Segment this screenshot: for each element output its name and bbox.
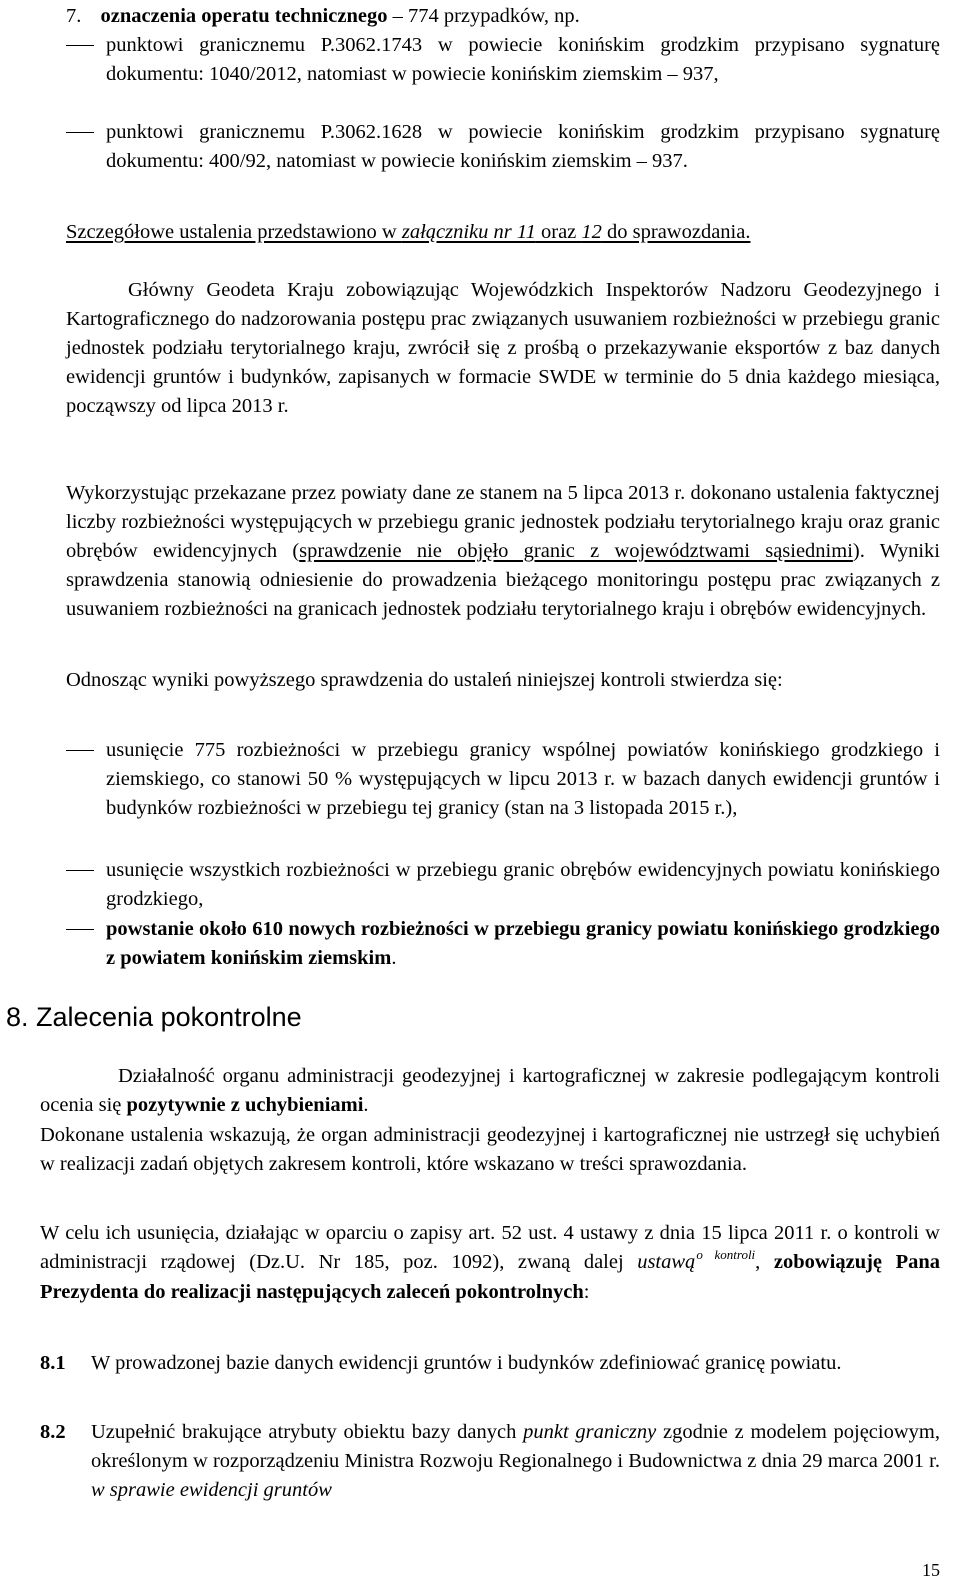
paragraph-2-part2: ). Wyniki sprawdzenia stanowią odniesienie do prowadzenia bieżącego monitoringu postępu prac związanych z usuwaniem rozbieżności na granicach jednostek podziału terytorialnego kraju i obrębów ewidencyjnych. bbox=[66, 540, 940, 620]
findings-paragraph-text: Dokonane ustalenia wskazują, że organ administracji geodezyjnej i kartograficznej nie ustrzegł się uchybień w realizacji zadań objętych zakresem kontroli, które wskazano w treści sprawozdania. bbox=[40, 1124, 940, 1175]
assessment-paragraph bbox=[40, 1062, 940, 1120]
paragraph-1-text: Główny Geodeta Kraju zobowiązując Wojewódzkich Inspektorów Nadzoru Geodezyjnego i Kartograficznego do nadzorowania postępu prac związanych usuwaniem rozbieżności w przebiegu granic jednostek podziału terytorialnego kraju, zwrócił się z prośbą o przekazywanie eksportów z baz danych ewidencji gruntów i budynków, zapisanych w formacie SWDE w terminie do 5 dnia każdego miesiąca, począwszy od lipca 2013 r. bbox=[66, 279, 940, 417]
finding-item-2 bbox=[66, 856, 940, 914]
details-part1: Szczegółowe ustalenia przedstawiono w bbox=[66, 221, 402, 243]
paragraph-2 bbox=[66, 479, 940, 624]
list-item-7 bbox=[66, 2, 940, 31]
details-appendix: załączniku nr 11 bbox=[401, 221, 536, 243]
details-part3: oraz bbox=[535, 221, 582, 243]
details-part5: do sprawozdania. bbox=[601, 221, 751, 243]
recommendation-text: Uzupełnić brakujące atrybuty obiektu bazy danych bbox=[91, 1421, 524, 1443]
dash-item-2 bbox=[66, 118, 940, 176]
item-title: oznaczenia operatu technicznego bbox=[100, 5, 388, 27]
page-number bbox=[880, 1558, 940, 1582]
finding-text-end: . bbox=[391, 947, 397, 969]
finding-text-bold: powstanie około 610 nowych rozbieżności w przebiegu granicy powiatu konińskiego grodzkiego z powiatem konińskim ziemskim bbox=[106, 918, 940, 969]
obligation-italic: ustawą bbox=[637, 1251, 696, 1273]
finding-text: usunięcie 775 rozbieżności w przebiegu granicy wspólnej powiatów konińskiego grodzkiego i ziemskiego, co stanowi 50 % występujących w lipcu 2013 r. w bazach danych ewidencji gruntów i budynków rozbieżności w przebiegu tej granicy (stan na 3 listopada 2015 r.), bbox=[106, 739, 940, 819]
obligation-sep: , bbox=[755, 1251, 774, 1273]
assessment-end: . bbox=[363, 1094, 369, 1116]
finding-item-1 bbox=[66, 736, 940, 823]
page-number-text: 15 bbox=[922, 1560, 940, 1580]
findings-paragraph bbox=[40, 1121, 940, 1179]
finding-text: usunięcie wszystkich rozbieżności w przebiegu granic obrębów ewidencyjnych powiatu konińskiego grodzkiego, bbox=[106, 859, 940, 910]
finding-item-3 bbox=[66, 915, 940, 973]
section-heading-text: 8. Zalecenia pokontrolne bbox=[6, 1002, 302, 1032]
recommendation-italic-2: w sprawie ewidencji gruntów bbox=[91, 1479, 332, 1501]
paragraph-3-text: Odnosząc wyniki powyższego sprawdzenia do ustaleń niniejszej kontroli stwierdza się: bbox=[66, 669, 783, 691]
assessment-verdict: pozytywnie z uchybieniami bbox=[126, 1094, 364, 1116]
obligation-text: W celu ich usunięcia, działając w oparciu o zapisy art. 52 ust. 4 ustawy z dnia 15 lipca 2011 r. o kontroli w administracji rządowej (Dz.U. Nr 185, poz. 1092), zwaną dalej bbox=[40, 1222, 940, 1273]
recommendation-number: 8.1 bbox=[40, 1352, 66, 1374]
recommendation-number: 8.2 bbox=[40, 1421, 66, 1443]
recommendation-italic: punkt graniczny bbox=[523, 1421, 657, 1443]
recommendation-text: W prowadzonej bazie danych ewidencji gruntów i budynków zdefiniować granicę powiatu. bbox=[91, 1352, 842, 1374]
paragraph-2-underlined: sprawdzenie nie objęło granic z województwami sąsiednimi bbox=[299, 540, 853, 562]
recommendation-text-2: zgodnie z modelem pojęciowym, określonym w rozporządzeniu Ministra Rozwoju Regionalnego i Budownictwa z dnia 29 marca 2001 r. bbox=[91, 1421, 940, 1472]
paragraph-3 bbox=[66, 666, 940, 695]
recommendation-8-2 bbox=[40, 1418, 940, 1505]
obligation-end: : bbox=[583, 1281, 590, 1303]
recommendation-8-1 bbox=[40, 1349, 940, 1378]
paragraph-1 bbox=[66, 276, 940, 421]
assessment-text: Działalność organu administracji geodezyjnej i kartograficznej w zakresie podlegającym kontroli ocenia się bbox=[40, 1065, 940, 1116]
details-appendix-12: 12 bbox=[581, 221, 602, 243]
paragraph-2-part1: Wykorzystując przekazane przez powiaty dane ze stanem na 5 lipca 2013 r. dokonano ustalenia faktycznej liczby rozbieżności występujących w przebiegu granic jednostek podziału terytorialnego kraju oraz granic obrębów ewidencyjnych ( bbox=[66, 482, 940, 562]
obligation-paragraph bbox=[40, 1219, 940, 1307]
obligation-superscript: o kontroli bbox=[696, 1247, 756, 1262]
dash-text: punktowi granicznemu P.3062.1628 w powiecie konińskim grodzkim przypisano sygnaturę dokumentu: 400/92, natomiast w powiecie konińskim ziemskim – 937. bbox=[106, 121, 940, 172]
details-note bbox=[66, 218, 940, 247]
item-number: 7. bbox=[66, 5, 82, 27]
section-heading bbox=[6, 1000, 906, 1034]
dash-text: punktowi granicznemu P.3062.1743 w powiecie konińskim grodzkim przypisano sygnaturę dokumentu: 1040/2012, natomiast w powiecie konińskim ziemskim – 937, bbox=[106, 34, 940, 85]
item-title-rest: – 774 przypadków, np. bbox=[387, 5, 580, 27]
obligation-bold: zobowiązuję Pana Prezydenta do realizacji następujących zaleceń pokontrolnych bbox=[40, 1251, 940, 1303]
dash-item-1 bbox=[66, 31, 940, 89]
